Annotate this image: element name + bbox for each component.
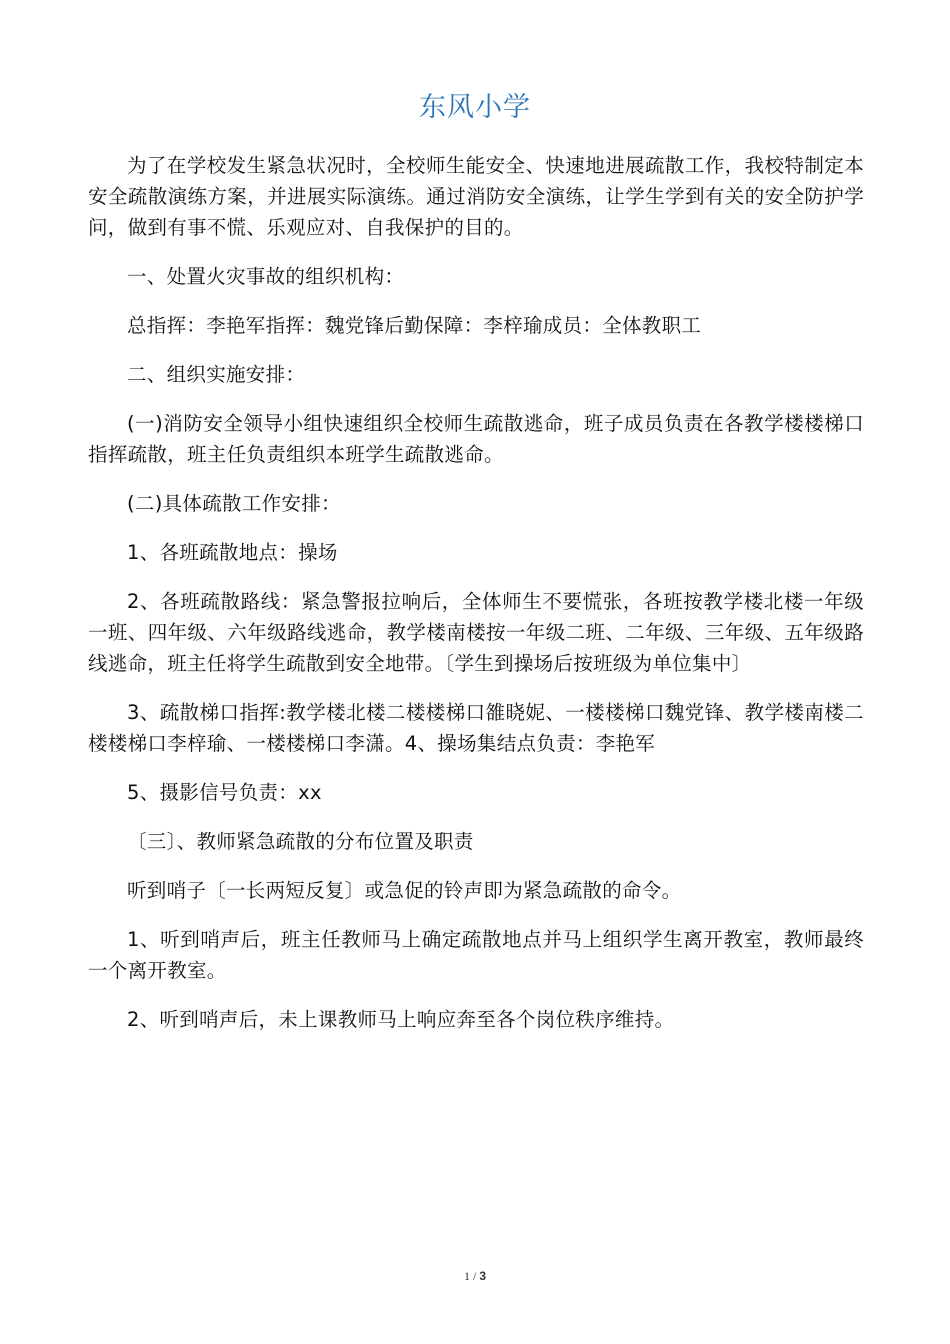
paragraph-section-1-heading: 一、处置火灾事故的组织机构： — [127, 265, 405, 288]
page-total: 3 — [479, 1269, 487, 1283]
paragraph-part-1: (一)消防安全领导小组快速组织全校师生疏散逃命，班子成员负责在各教学楼楼梯口指挥疏散，班主任负责组织本班学生疏散逃命。 — [88, 412, 864, 466]
paragraph-item-3: 3、疏散梯口指挥:教学楼北楼二楼楼梯口雒晓妮、一楼楼梯口魏党锋、教学楼南楼二楼楼梯口李梓瑜、一楼楼梯口李潇。4、操场集结点负责：李艳军 — [88, 701, 864, 755]
page-current: 1 — [463, 1269, 470, 1283]
paragraph-organization: 总指挥：李艳军指挥：魏党锋后勤保障：李梓瑜成员：全体教职工 — [127, 314, 702, 337]
paragraph-item-5: 5、摄影信号负责：xx — [127, 781, 322, 804]
paragraph-item-1: 1、各班疏散地点：操场 — [127, 541, 338, 564]
paragraph-duty-2: 2、听到哨声后，未上课教师马上响应奔至各个岗位秩序维持。 — [127, 1008, 675, 1031]
paragraph-section-2-heading: 二、组织实施安排： — [127, 363, 306, 386]
paragraph-part-2-heading: (二)具体疏散工作安排： — [127, 492, 341, 515]
document-body — [88, 150, 864, 1053]
paragraph-intro: 为了在学校发生紧急状况时，全校师生能安全、快速地进展疏散工作，我校特制定本安全疏散演练方案，并进展实际演练。通过消防安全演练，让学生学到有关的安全防护学问，做到有事不慌、乐观应对、自我保护的目的。 — [88, 154, 864, 239]
paragraph-item-2: 2、各班疏散路线：紧急警报拉响后，全体师生不要慌张，各班按教学楼北楼一年级一班、四年级、六年级路线逃命，教学楼南楼按一年级二班、二年级、三年级、五年级路线逃命，班主任将学生疏散到安全地带。〔学生到操场后按班级为单位集中〕 — [88, 590, 864, 675]
paragraph-part-3-heading: 〔三〕、教师紧急疏散的分布位置及职责 — [127, 830, 474, 853]
page-number — [0, 1268, 950, 1284]
document-title: 东风小学 — [419, 92, 531, 123]
paragraph-duty-1: 1、听到哨声后，班主任教师马上确定疏散地点并马上组织学生离开教室，教师最终一个离开教室。 — [88, 928, 864, 982]
page-separator: / — [469, 1269, 480, 1283]
paragraph-signal: 听到哨子〔一长两短反复〕或急促的铃声即为紧急疏散的命令。 — [127, 879, 682, 902]
